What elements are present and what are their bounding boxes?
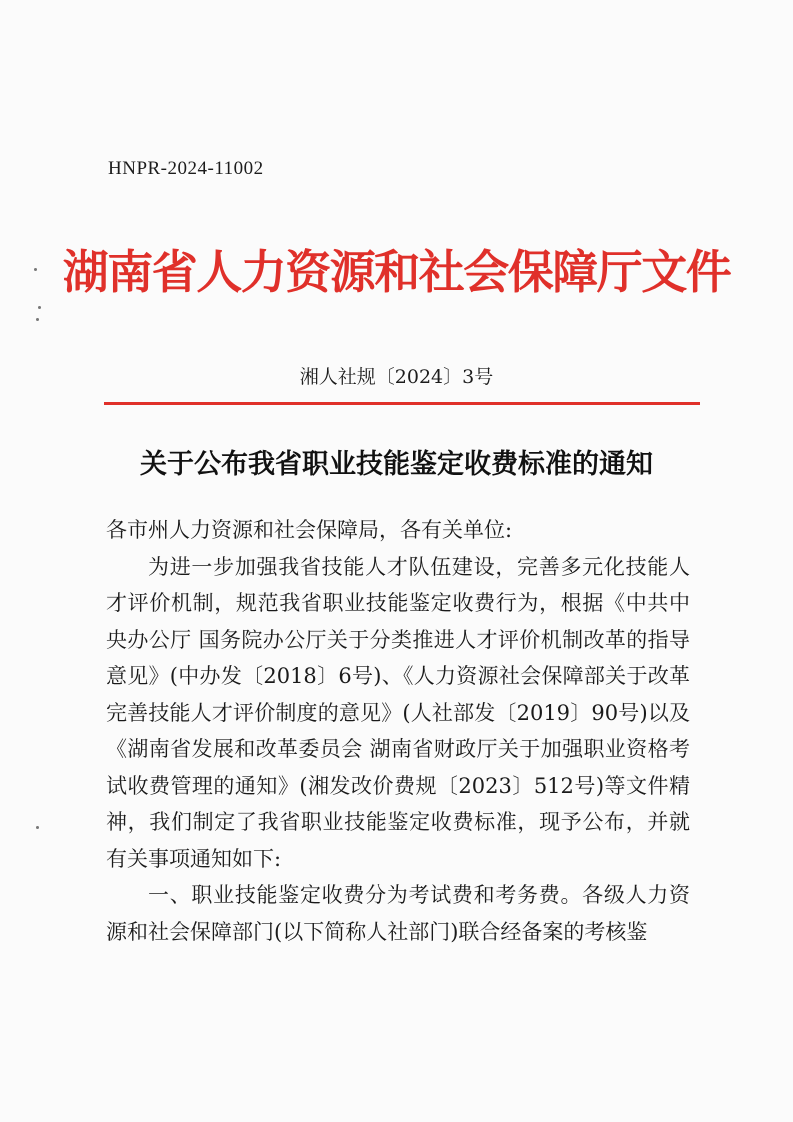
issuer-title: 湖南省人力资源和社会保障厅文件 [62,245,731,299]
document-number: 湘人社规〔2024〕3号 [299,366,494,388]
scan-speck [36,318,39,321]
document-body [106,512,690,950]
scan-speck [38,306,41,309]
body-paragraph: 一、职业技能鉴定收费分为考试费和考务费。各级人力资源和社会保障部门(以下简称人社部门)联合经备案的考核鉴 [106,883,690,944]
body-paragraph: 为进一步加强我省技能人才队伍建设，完善多元化技能人才评价机制，规范我省职业技能鉴定收费行为，根据《中共中央办公厅 国务院办公厅关于分类推进人才评价机制改革的指导意见》(中办发〔2018〕6号)、《人力资源社会保障部关于改革完善技能人才评价制度的意见》(人社部发〔2019〕90号)以及《湖南省发展和改革委员会 湖南省财政厅关于加强职业资格考试收费管理的通知》(湘发改价费规〔2023〕512号)等文件精神，我们制定了我省职业技能鉴定收费标准，现予公布，并就有关事项通知如下: [106,554,690,871]
scan-speck [36,826,39,829]
red-divider [104,402,700,405]
salutation: 各市州人力资源和社会保障局，各有关单位: [106,518,513,542]
notice-title: 关于公布我省职业技能鉴定收费标准的通知 [140,449,653,480]
document-code: HNPR-2024-11002 [108,158,264,179]
